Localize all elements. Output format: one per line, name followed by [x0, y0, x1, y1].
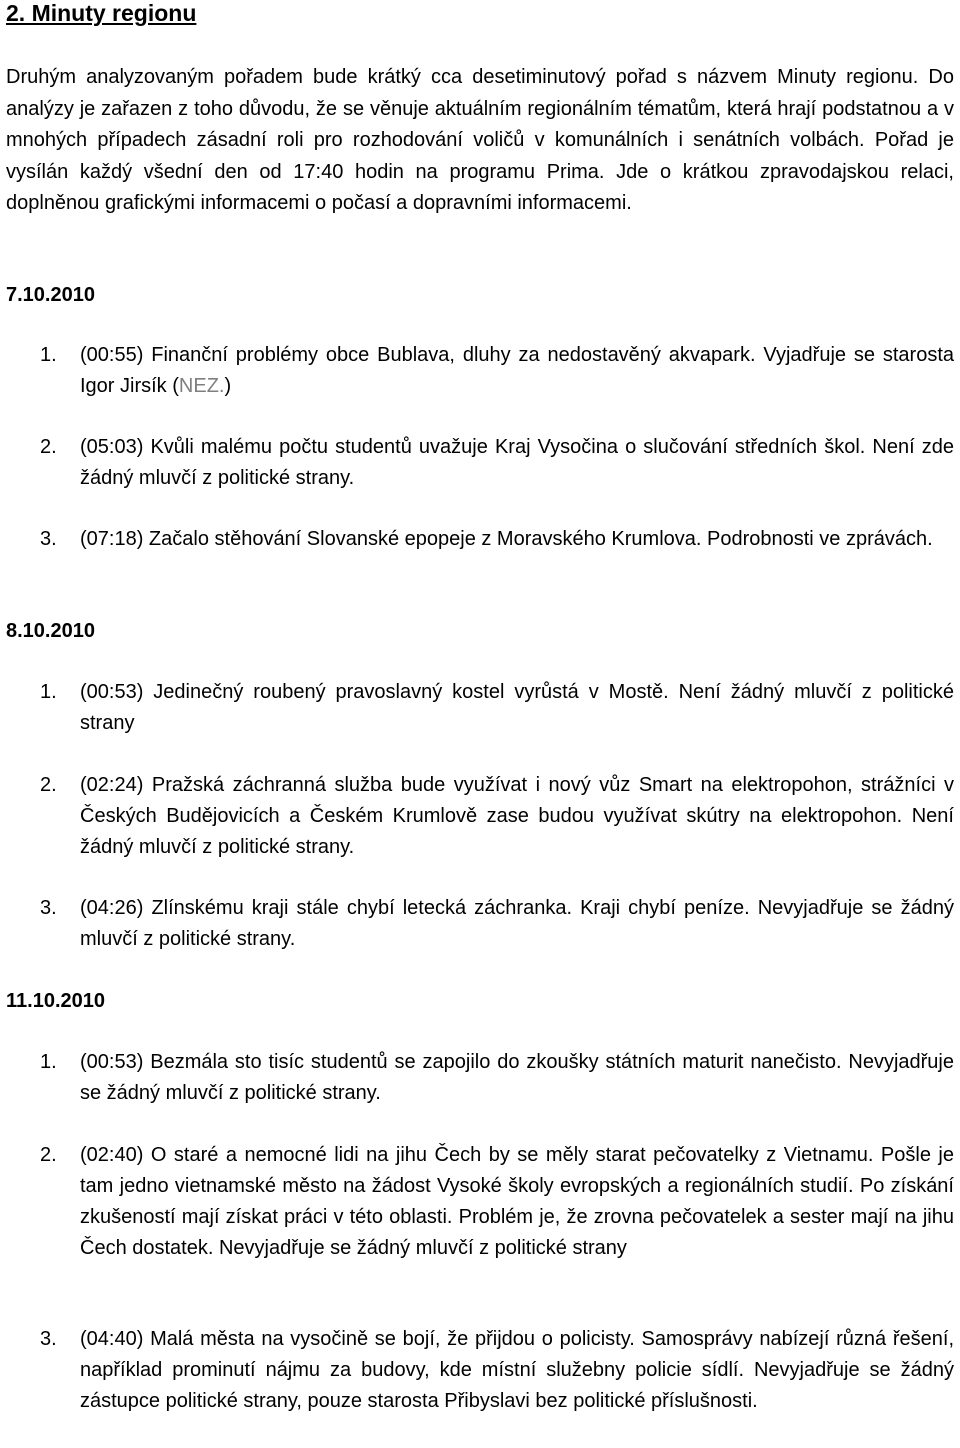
intro-paragraph: Druhým analyzovaným pořadem bude krátký cca desetiminutový pořad s názvem Minuty regionu. Do analýzy je zařazen z toho důvodu, že se věnuje aktuálním regionálním tématům, která hrají podstatnou a v mnohých případech zásadní roli pro rozhodování voličů v komunálních i senátních volbách. Pořad je vysílán každý všední den od 17:40 hodin na programu Prima. Jde o krátkou zpravodajskou relaci, doplněnou grafickými informacemi o počasí a dopravními informacemi.	[6, 66, 954, 214]
date-heading: 7.10.2010	[6, 284, 95, 306]
item-text: (07:18) Začalo stěhování Slovanské epopeje z Moravského Krumlova. Podrobnosti ve zprávách.	[80, 528, 933, 550]
item-number: 2.	[40, 774, 57, 796]
item-number: 1.	[40, 344, 57, 366]
item-number: 3.	[40, 528, 57, 550]
date-heading: 11.10.2010	[6, 990, 105, 1012]
item-text	[80, 340, 954, 402]
item-text: (05:03) Kvůli malému počtu studentů uvažuje Kraj Vysočina o slučování středních škol. Není zde žádný mluvčí z politické strany.	[80, 436, 954, 489]
item-number: 1.	[40, 1051, 57, 1073]
item-number: 3.	[40, 1328, 57, 1350]
item-text: (02:40) O staré a nemocné lidi na jihu Čech by se měly starat pečovatelky z Vietnamu. Pošle je tam jedno vietnamské město na žádost Vysoké školy evropských a regionálních studií. Po získání zkušeností mají získat práci v této oblasti. Problém je, že zrovna pečovatelek a sester mají na jihu Čech dostatek. Nevyjadřuje se žádný mluvčí z politické strany	[80, 1144, 954, 1259]
item-number: 2.	[40, 1144, 57, 1166]
item-number: 1.	[40, 681, 57, 703]
item-text-after: )	[224, 375, 232, 397]
date-heading: 8.10.2010	[6, 620, 95, 642]
item-number: 3.	[40, 897, 57, 919]
party-abbreviation: NEZ.	[178, 375, 225, 397]
section-heading: 2. Minuty regionu	[6, 0, 197, 26]
item-text: (00:53) Jedinečný roubený pravoslavný kostel vyrůstá v Mostě. Není žádný mluvčí z politické strany	[80, 681, 954, 734]
item-text: (02:24) Pražská záchranná služba bude využívat i nový vůz Smart na elektropohon, strážníci v Českých Budějovicích a Českém Krumlově zase budou využívat skútry na elektropohon. Není žádný mluvčí z politické strany.	[80, 774, 954, 858]
item-text: (04:26) Zlínskému kraji stále chybí letecká záchranka. Kraji chybí peníze. Nevyjadřuje se žádný mluvčí z politické strany.	[80, 897, 954, 950]
item-text: (00:53) Bezmála sto tisíc studentů se zapojilo do zkoušky státních maturit nanečisto. Nevyjadřuje se žádný mluvčí z politické strany.	[80, 1051, 954, 1104]
item-text-before: (00:55) Finanční problémy obce Bublava, dluhy za nedostavěný akvapark. Vyjadřuje se starosta Igor Jirsík (	[80, 344, 954, 397]
item-text: (04:40) Malá města na vysočině se bojí, že přijdou o policisty. Samosprávy nabízejí různá řešení, například prominutí nájmu za budovy, kde místní služebny policie sídlí. Nevyjadřuje se žádný zástupce politické strany, pouze starosta Přibyslavi bez politické příslušnosti.	[80, 1328, 954, 1412]
item-number: 2.	[40, 436, 57, 458]
